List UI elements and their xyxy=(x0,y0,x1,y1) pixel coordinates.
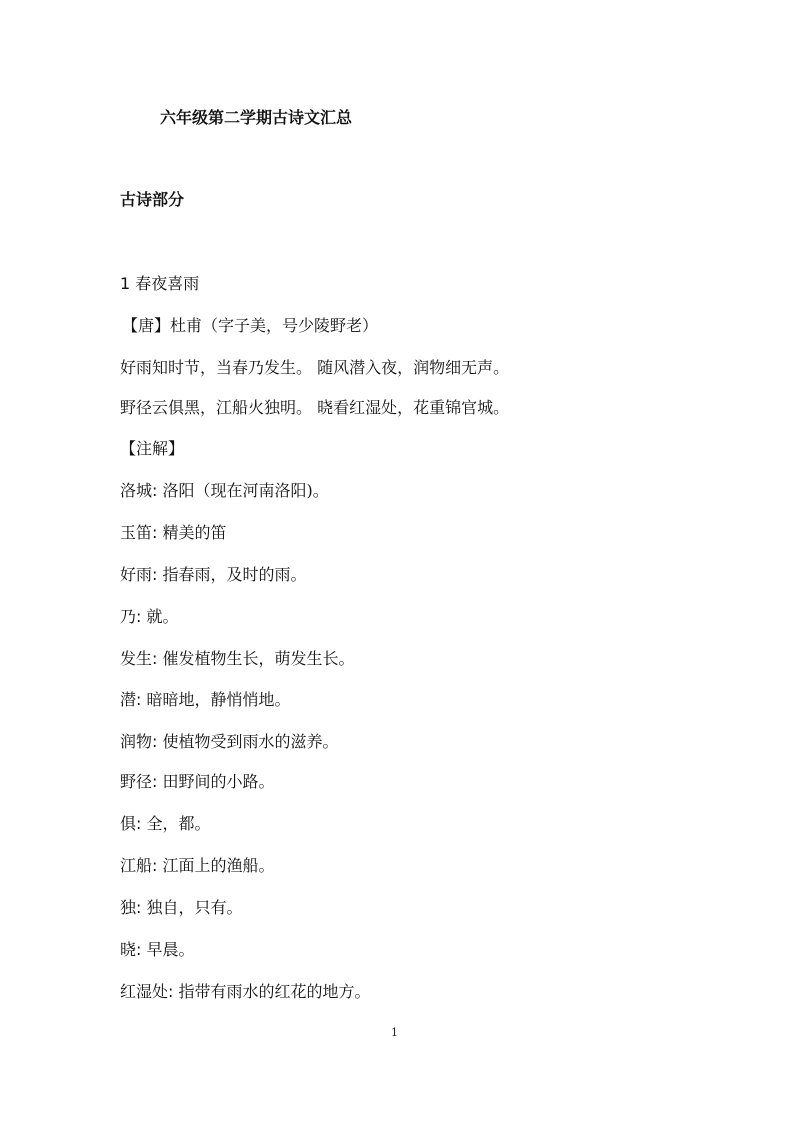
document-title: 六年级第二学期古诗文汇总 xyxy=(160,108,353,127)
note-text: 指带有雨水的红花的地方。 xyxy=(173,982,371,1001)
note-term: 俱: xyxy=(120,814,142,833)
note-item xyxy=(120,523,227,543)
note-term: 红湿处: xyxy=(120,982,174,1001)
note-item xyxy=(120,772,275,792)
poem-verse: 好雨知时节，当春乃发生。 随风潜入夜，润物细无声。 xyxy=(120,358,510,377)
note-text: 指春雨，及时的雨。 xyxy=(157,565,307,584)
note-term: 乃: xyxy=(120,607,142,626)
note-term: 发生: xyxy=(120,649,158,668)
note-text: 使植物受到雨水的滋养。 xyxy=(157,732,339,751)
note-item xyxy=(120,982,371,1002)
note-item xyxy=(120,565,307,585)
note-text: 就。 xyxy=(141,607,179,626)
note-text: 暗暗地，静悄悄地。 xyxy=(141,690,291,709)
note-item xyxy=(120,607,179,627)
note-term: 野径: xyxy=(120,772,158,791)
poem-verse: 野径云俱黑，江船火独明。 晓看红湿处，花重锦官城。 xyxy=(120,398,510,417)
poem-title: 1 春夜喜雨 xyxy=(120,274,200,293)
note-term: 晓: xyxy=(120,940,142,959)
note-term: 洛城: xyxy=(120,481,158,500)
note-item xyxy=(120,481,329,501)
note-text: 江面上的渔船。 xyxy=(157,856,275,875)
note-item xyxy=(120,940,195,960)
note-term: 潜: xyxy=(120,690,142,709)
note-item xyxy=(120,732,339,752)
note-text: 洛阳（现在河南洛阳)。 xyxy=(157,481,329,500)
note-text: 全，都。 xyxy=(141,814,211,833)
note-term: 独: xyxy=(120,898,142,917)
page-number: 1 xyxy=(391,1026,398,1039)
note-term: 好雨: xyxy=(120,565,158,584)
note-item xyxy=(120,814,211,834)
note-item xyxy=(120,649,355,669)
note-term: 润物: xyxy=(120,732,158,751)
note-text: 精美的笛 xyxy=(157,523,227,542)
section-title: 古诗部分 xyxy=(120,190,185,209)
note-term: 江船: xyxy=(120,856,158,875)
note-text: 独自，只有。 xyxy=(141,898,243,917)
note-text: 早晨。 xyxy=(141,940,195,959)
note-text: 催发植物生长，萌发生长。 xyxy=(157,649,355,668)
note-term: 玉笛: xyxy=(120,523,158,542)
notes-heading: 【注解】 xyxy=(120,439,185,458)
note-item xyxy=(120,690,291,710)
note-item xyxy=(120,856,275,876)
poem-author: 【唐】杜甫（字子美，号少陵野老） xyxy=(122,316,379,335)
note-item xyxy=(120,898,243,918)
note-text: 田野间的小路。 xyxy=(157,772,275,791)
